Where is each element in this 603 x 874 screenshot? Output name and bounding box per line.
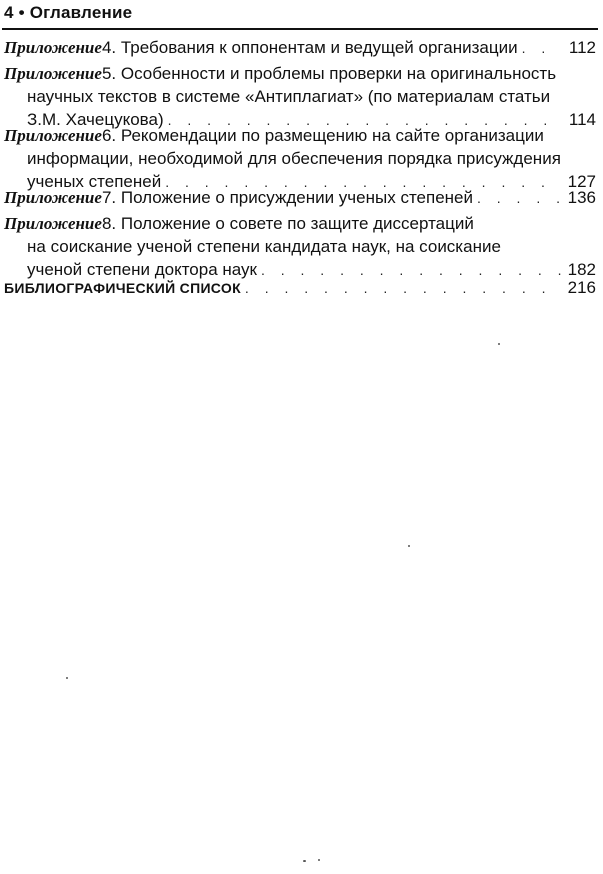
appendix-label: Приложение [4, 64, 102, 83]
page-number: 4 [4, 3, 14, 22]
toc-entry-title-cont: ученых степеней [27, 172, 162, 191]
appendix-number: 5. [101, 64, 117, 83]
bibliography-title: БИБЛИОГРАФИЧЕСКИЙ СПИСОК [4, 280, 241, 296]
appendix-label: Приложение [4, 38, 102, 57]
toc-page-number: 182 [567, 260, 596, 279]
dot-leader [522, 37, 562, 60]
appendix-number: 7. [101, 188, 117, 207]
toc-entry-appendix-5[interactable] [4, 62, 596, 132]
toc-page-number: 112 [568, 38, 596, 57]
toc-entry-title: Рекомендации по размещению на сайте организации [120, 126, 544, 145]
toc-entry-title: Положение о присуждении ученых степеней [120, 188, 473, 207]
scan-speck [303, 860, 306, 862]
toc-entry-title: Требования к оппонентам и ведущей организации [120, 38, 518, 57]
appendix-number: 6. [101, 126, 117, 145]
header-divider [2, 28, 598, 30]
toc-entry-appendix-8[interactable] [4, 212, 596, 282]
toc-entry-title-cont: на соискание ученой степени кандидата наук, на соискание [27, 237, 501, 256]
toc-line [4, 276, 596, 300]
toc-page-number: 136 [567, 188, 596, 207]
toc-page-number: 114 [568, 110, 596, 129]
scan-speck [498, 343, 500, 345]
header-bullet: • [18, 3, 25, 22]
appendix-label: Приложение [4, 126, 102, 145]
toc-entry-title-cont: информации, необходимой для обеспечения порядка присуждения [27, 149, 561, 168]
toc-entry-bibliography[interactable] [4, 276, 596, 300]
toc-entry-title: Положение о совете по защите диссертаций [120, 214, 474, 233]
appendix-number: 4. [101, 38, 117, 57]
appendix-label: Приложение [4, 214, 102, 233]
toc-line [4, 36, 596, 60]
scan-speck [408, 545, 410, 547]
toc-entry-title-cont: ученой степени доктора наук [27, 260, 257, 279]
toc-line [4, 85, 596, 108]
toc-entry-title: Особенности и проблемы проверки на оригинальность [120, 64, 557, 83]
toc-page-number: 127 [567, 172, 596, 191]
toc-line [4, 124, 596, 147]
scan-speck [318, 859, 320, 861]
toc-line [4, 62, 596, 85]
toc-entry-appendix-6[interactable] [4, 124, 596, 194]
toc-entry-appendix-4[interactable] [4, 36, 596, 60]
toc-entry-appendix-7[interactable] [4, 186, 596, 210]
toc-entry-title-cont: научных текстов в системе «Антиплагиат» (по материалам статьи [27, 87, 551, 106]
appendix-number: 8. [101, 214, 117, 233]
toc-entry-title-cont: З.М. Хачецукова) [27, 110, 164, 129]
toc-line [4, 147, 596, 170]
toc-line [4, 212, 596, 235]
scan-speck [66, 677, 68, 679]
toc-page-number: 216 [567, 278, 596, 297]
toc-line [4, 186, 596, 210]
dot-leader [477, 187, 562, 210]
dot-leader [245, 277, 562, 300]
page-header [4, 2, 598, 26]
appendix-label: Приложение [4, 188, 102, 207]
header-title: Оглавление [29, 3, 133, 22]
toc-line [4, 235, 596, 258]
